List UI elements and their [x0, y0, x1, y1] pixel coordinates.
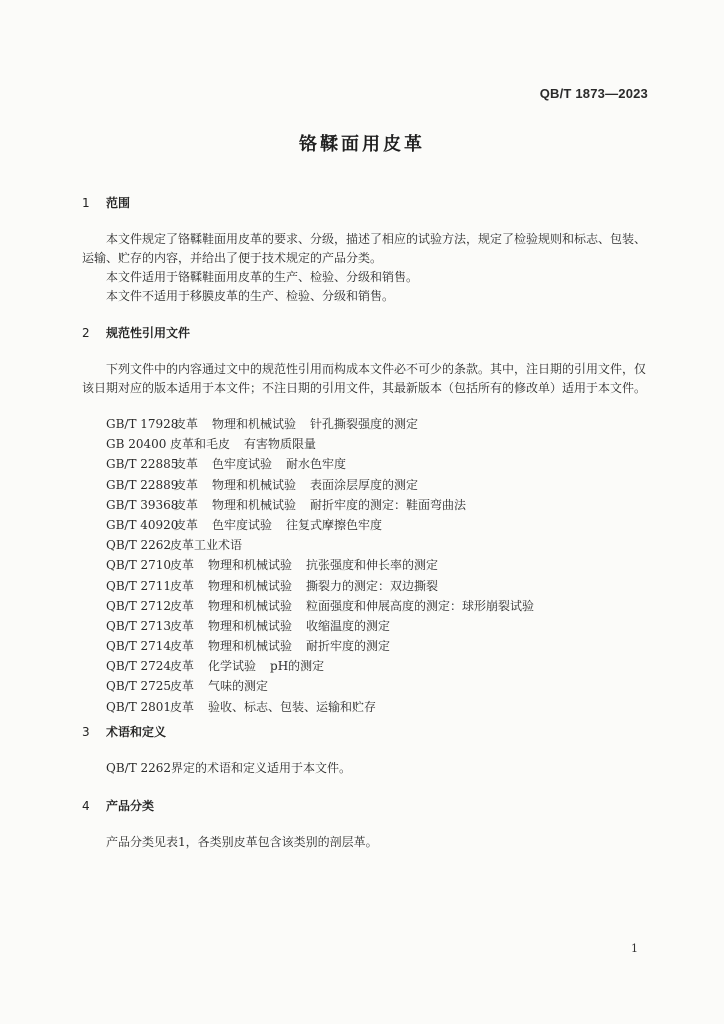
reference-title [174, 414, 418, 434]
reference-title-part: 物理和机械试验 [208, 558, 293, 573]
reference-title [170, 434, 316, 454]
reference-title [170, 656, 324, 676]
reference-title [170, 596, 534, 616]
reference-title-part: 皮革 [170, 699, 195, 714]
reference-title-part: 表面涂层厚度的测定 [310, 477, 419, 492]
reference-title [174, 515, 382, 535]
reference-title-part: 物理和机械试验 [208, 598, 293, 613]
reference-title [174, 454, 346, 474]
reference-title [170, 697, 376, 717]
section-title: 术语和定义 [106, 725, 167, 739]
section-number: 4 [82, 799, 90, 813]
reference-title-part: 皮革 [174, 457, 199, 472]
reference-title-part: 物理和机械试验 [212, 417, 297, 431]
reference-title-part: 皮革 [174, 517, 199, 532]
reference-title [170, 676, 268, 696]
reference-title-part: 皮革 [170, 618, 195, 633]
paragraph: 下列文件中的内容通过文中的规范性引用而构成本文件必不可少的条款。其中，注日期的引用文件，仅该日期对应的版本适用于本文件；不注日期的引用文件，其最新版本（包括所有的修改单）适用于本文件。 [82, 362, 647, 395]
reference-code: GB/T 17928 [106, 417, 179, 431]
section-heading-scope [82, 194, 130, 211]
reference-title [170, 636, 390, 656]
reference-title-part: 皮革 [170, 639, 195, 654]
reference-title [170, 555, 438, 575]
reference-item [82, 535, 534, 555]
reference-code: QB/T 2714 [106, 639, 172, 654]
reference-title-part: pH的测定 [270, 659, 325, 674]
reference-item [82, 555, 534, 575]
reference-item [82, 434, 534, 454]
section-title: 范围 [106, 196, 131, 210]
reference-title-part: 皮革 [170, 578, 195, 593]
reference-title-part: 物理和机械试验 [208, 578, 293, 593]
reference-title-part: 色牢度试验 [212, 457, 273, 472]
reference-title-part: 物理和机械试验 [208, 639, 293, 654]
reference-code: QB/T 2725 [106, 679, 172, 694]
paragraph: QB/T 2262界定的术语和定义适用于本文件。 [106, 761, 352, 775]
section-number: 2 [82, 326, 90, 340]
paragraph: 本文件适用于铬鞣鞋面用皮革的生产、检验、分级和销售。 [106, 270, 419, 284]
section-heading-terms [82, 723, 166, 740]
reference-title-part: 皮革 [170, 598, 195, 613]
reference-title-part: 皮革 [170, 558, 195, 573]
reference-item [82, 576, 534, 596]
reference-title-part: 皮革 [174, 477, 199, 492]
reference-code: GB/T 39368 [106, 497, 179, 512]
reference-title [174, 495, 466, 515]
section-title: 产品分类 [106, 799, 155, 813]
reference-title-part: 有害物质限量 [244, 437, 317, 452]
reference-item [82, 616, 534, 636]
section-number: 1 [82, 196, 90, 210]
reference-title-part: 气味的测定 [208, 679, 269, 694]
reference-code: QB/T 2801 [106, 699, 172, 714]
reference-code: QB/T 2711 [106, 578, 172, 593]
reference-item [82, 596, 534, 616]
paragraph: 本文件不适用于移膜皮革的生产、检验、分级和销售。 [106, 289, 395, 303]
reference-title-part: 耐折牢度的测定 [306, 639, 391, 654]
reference-list [82, 414, 534, 717]
reference-title-part: 验收、标志、包装、运输和贮存 [208, 699, 377, 714]
reference-item [82, 454, 534, 474]
reference-title-part: 往复式摩擦色牢度 [286, 517, 383, 532]
section-number: 3 [82, 725, 90, 739]
reference-title [174, 475, 418, 495]
reference-title-part: 化学试验 [208, 659, 257, 674]
reference-code: GB 20400 [106, 437, 167, 452]
reference-title-part: 抗张强度和伸长率的测定 [306, 558, 439, 573]
reference-code: GB/T 22889 [106, 477, 179, 492]
reference-title-part: 撕裂力的测定：双边撕裂 [306, 578, 439, 593]
reference-code: QB/T 2710 [106, 558, 172, 573]
reference-code: QB/T 2713 [106, 618, 172, 633]
reference-title-part: 皮革和毛皮 [170, 437, 231, 452]
reference-item [82, 475, 534, 495]
reference-title-part: 物理和机械试验 [212, 477, 297, 492]
reference-title-part: 皮革 [174, 417, 199, 431]
reference-item [82, 636, 534, 656]
standard-code: QB/T 1873—2023 [539, 86, 648, 101]
paragraph: 本文件规定了铬鞣鞋面用皮革的要求、分级，描述了相应的试验方法，规定了检验规则和标志、包装、运输、贮存的内容，并给出了便于技术规定的产品分类。 [82, 232, 647, 265]
reference-code: QB/T 2262 [106, 538, 172, 553]
reference-code: GB/T 22885 [106, 457, 179, 472]
reference-title-part: 针孔撕裂强度的测定 [310, 417, 419, 431]
page-number: 1 [631, 942, 638, 955]
reference-code: QB/T 2724 [106, 659, 172, 674]
reference-title-part: 色牢度试验 [212, 517, 273, 532]
reference-item [82, 414, 534, 434]
paragraph: 产品分类见表1，各类别皮革包含该类别的剖层革。 [106, 835, 378, 849]
reference-title [170, 576, 438, 596]
reference-title-part: 物理和机械试验 [208, 618, 293, 633]
reference-item [82, 656, 534, 676]
reference-title-part: 皮革工业术语 [170, 538, 243, 553]
reference-title-part: 皮革 [174, 497, 199, 512]
reference-title-part: 物理和机械试验 [212, 497, 297, 512]
document-title: 铬鞣面用皮革 [299, 134, 425, 155]
reference-item [82, 515, 534, 535]
section-heading-classification [82, 797, 154, 814]
reference-code: GB/T 40920 [106, 517, 179, 532]
reference-title-part: 皮革 [170, 659, 195, 674]
reference-item [82, 676, 534, 696]
reference-code: QB/T 2712 [106, 598, 172, 613]
reference-item [82, 697, 534, 717]
reference-title-part: 皮革 [170, 679, 195, 694]
reference-title [170, 616, 390, 636]
reference-title-part: 收缩温度的测定 [306, 618, 391, 633]
reference-title-part: 粒面强度和伸展高度的测定：球形崩裂试验 [306, 598, 535, 613]
reference-title-part: 耐水色牢度 [286, 457, 347, 472]
reference-title-part: 耐折牢度的测定：鞋面弯曲法 [310, 497, 467, 512]
reference-item [82, 495, 534, 515]
section-heading-normative-references [82, 324, 190, 341]
reference-title [170, 535, 242, 555]
section-title: 规范性引用文件 [106, 326, 191, 340]
